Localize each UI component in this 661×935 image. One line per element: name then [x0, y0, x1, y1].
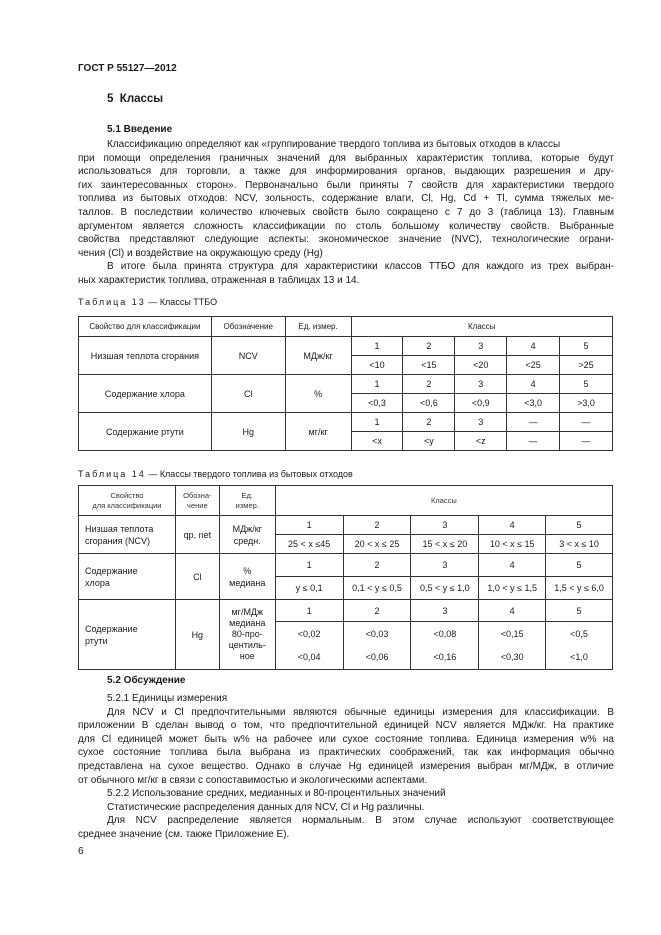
class-value: 15 < x ≤ 20 [411, 535, 479, 554]
row-symbol: Cl [175, 554, 219, 600]
class-value: 0,1 < y ≤ 0,5 [343, 577, 411, 600]
class-value: <0,6 [403, 394, 455, 413]
class-number: 5 [560, 337, 613, 356]
table13-caption: Таблица 13 — Классы ТТБО [78, 297, 218, 307]
class-number: 4 [479, 600, 546, 622]
class-value: <0,08 [411, 622, 479, 646]
class-value: 0,5 < y ≤ 1,0 [411, 577, 479, 600]
row-symbol: qp, net [175, 516, 219, 554]
class-number: 4 [479, 554, 546, 577]
row-property: Содержание хлора [79, 375, 212, 413]
row-unit: мг/кг [285, 413, 351, 451]
class-number: 4 [479, 516, 546, 535]
class-number: 5 [546, 516, 613, 535]
class-value: <0,02 [275, 622, 343, 646]
class-value: 25 < x ≤45 [275, 535, 343, 554]
row-property: Низшая теплота сгорания [79, 337, 212, 375]
class-value: >25 [560, 356, 613, 375]
discussion-text: 5.2.1 Единицы измерения Для NCV и Cl предпочтительными являются обычные единицы измерения для классификации. В приложении В сделан вывод о том, что предпочтительной единицей NCV является МДж/кг. На практике для Cl единицей может быть w% на рабочее или сухое состояние топлива. Единица измерения w% на сухое состояние топлива была выбрана из практических соображений, так как информация обычно представлена на сухое вещество. Однако в случае Hg единицей измерения выбран мг/МДж, в отличие от обычного мг/кг в связи с сопоставимостью и экологическими аспектами. 5.2.2 Использование средних, медианных и 80-процентильных значений Статистические распределения данных для NCV, Cl и Hg различны. Для NCV распределение является нормальным. В этом случае используют соответствующее среднее значение (см. также Приложение Е). [78, 693, 614, 840]
class-number: 2 [343, 516, 411, 535]
class-value: <10 [351, 356, 403, 375]
class-number: 3 [411, 600, 479, 622]
class-value: <0,03 [343, 622, 411, 646]
class-value-secondary: <0,30 [479, 646, 546, 670]
class-value: 1,5 < y ≤ 6,0 [546, 577, 613, 600]
row-symbol: Hg [211, 413, 285, 451]
class-value: <y [403, 432, 455, 451]
header-unit: Ед. измер. [285, 317, 351, 337]
row-symbol: Hg [175, 600, 219, 670]
class-value: <0,3 [351, 394, 403, 413]
header-property: Свойство для классификации [79, 486, 176, 516]
document-header: ГОСТ Р 55127—2012 [78, 63, 177, 74]
class-number: 1 [275, 516, 343, 535]
class-value: — [507, 432, 560, 451]
row-property: Низшая теплота сгорания (NCV) [79, 516, 176, 554]
class-value: 20 < x ≤ 25 [343, 535, 411, 554]
header-unit: Ед. измер. [219, 486, 275, 516]
page-number: 6 [78, 846, 84, 857]
row-symbol: Cl [211, 375, 285, 413]
subsection-heading-5-2: 5.2 Обсуждение [107, 675, 186, 686]
class-number: 5 [546, 554, 613, 577]
class-number: 3 [455, 375, 507, 394]
row-symbol: NCV [211, 337, 285, 375]
row-unit: мг/МДж медиана 80-про- центиль- ное [219, 600, 275, 670]
class-number: 2 [403, 413, 455, 432]
class-value: 10 < x ≤ 15 [479, 535, 546, 554]
class-value: y ≤ 0,1 [275, 577, 343, 600]
table-14 [78, 485, 613, 670]
class-value: >3,0 [560, 394, 613, 413]
class-value-secondary: <0,16 [411, 646, 479, 670]
class-value-secondary: <1,0 [546, 646, 613, 670]
class-number: 2 [343, 600, 411, 622]
class-number: 1 [351, 375, 403, 394]
class-value: <20 [455, 356, 507, 375]
class-value: <z [455, 432, 507, 451]
class-number: 5 [560, 375, 613, 394]
header-symbol: Обозначение [211, 317, 285, 337]
section-heading: 5 Классы [107, 93, 164, 105]
class-number: — [507, 413, 560, 432]
class-number: 4 [507, 337, 560, 356]
table-13 [78, 316, 613, 451]
class-number: 2 [403, 375, 455, 394]
class-value: <3,0 [507, 394, 560, 413]
class-number: 1 [351, 337, 403, 356]
class-value: <x [351, 432, 403, 451]
intro-paragraph: Классификацию определяют как «группирование твердого топлива из бытовых отходов в классы при помощи определения граничных значений для выбранных характеристик топлива, которые будут использоваться для торговли, а также для информирования органов, выдающих разрешения и дру- гих заинтересованных сторон». Первоначально были приняты 7 свойств для характеристики твердого топлива из бытовых отходов: NCV, зольность, содержание влаги, Cl, Hg, Cd + Tl, сумма тяжелых ме- таллов. В последствии количество ключевых свойств было сокращено с 7 до 3 (таблица 13). Главным аргументом является сложность классификации по столь большому количеству свойств. Выбранные свойства представляют следующие аспекты: экономическое значение (NVC), технологические ограни- чения (Cl) и воздействие на окружающую среду (Hg) В итоге была принята структура для характеристики классов ТТБО для каждого из трех выбран- ных характеристик топлива, отраженная в таблицах 13 и 14. [78, 139, 614, 286]
class-value: 1,0 < y ≤ 1,5 [479, 577, 546, 600]
class-number: 2 [343, 554, 411, 577]
header-symbol: Обозна- чение [175, 486, 219, 516]
class-number: 3 [455, 337, 507, 356]
class-number: 4 [507, 375, 560, 394]
subsubsection-heading: 5.2.2 Использование средних, медианных и 80-процентильных значений [107, 788, 446, 800]
class-value: — [560, 432, 613, 451]
class-value: <25 [507, 356, 560, 375]
class-number: 3 [411, 554, 479, 577]
row-property: Содержание ртути [79, 600, 176, 670]
subsection-heading-5-1: 5.1 Введение [107, 124, 173, 135]
class-value: 3 < x ≤ 10 [546, 535, 613, 554]
table14-caption: Таблица 14 — Классы твердого топлива из бытовых отходов [78, 469, 353, 479]
row-unit: % медиана [219, 554, 275, 600]
row-unit: МДж/кг [285, 337, 351, 375]
class-number: 3 [411, 516, 479, 535]
class-value-secondary: <0,04 [275, 646, 343, 670]
row-property: Содержание ртути [79, 413, 212, 451]
class-number: 1 [275, 554, 343, 577]
class-number: 3 [455, 413, 507, 432]
row-unit: % [285, 375, 351, 413]
header-property: Свойство для классификации [79, 317, 212, 337]
class-number: 1 [351, 413, 403, 432]
class-value: <0,5 [546, 622, 613, 646]
class-number: 1 [275, 600, 343, 622]
row-unit: МДж/кг средн. [219, 516, 275, 554]
row-property: Содержание хлора [79, 554, 176, 600]
class-number: — [560, 413, 613, 432]
subsubsection-heading: 5.2.1 Единицы измерения [107, 693, 228, 704]
class-value: <15 [403, 356, 455, 375]
class-number: 5 [546, 600, 613, 622]
class-number: 2 [403, 337, 455, 356]
class-value-secondary: <0,06 [343, 646, 411, 670]
header-classes: Классы [275, 486, 612, 516]
class-value: <0,9 [455, 394, 507, 413]
class-value: <0,15 [479, 622, 546, 646]
header-classes: Классы [351, 317, 612, 337]
